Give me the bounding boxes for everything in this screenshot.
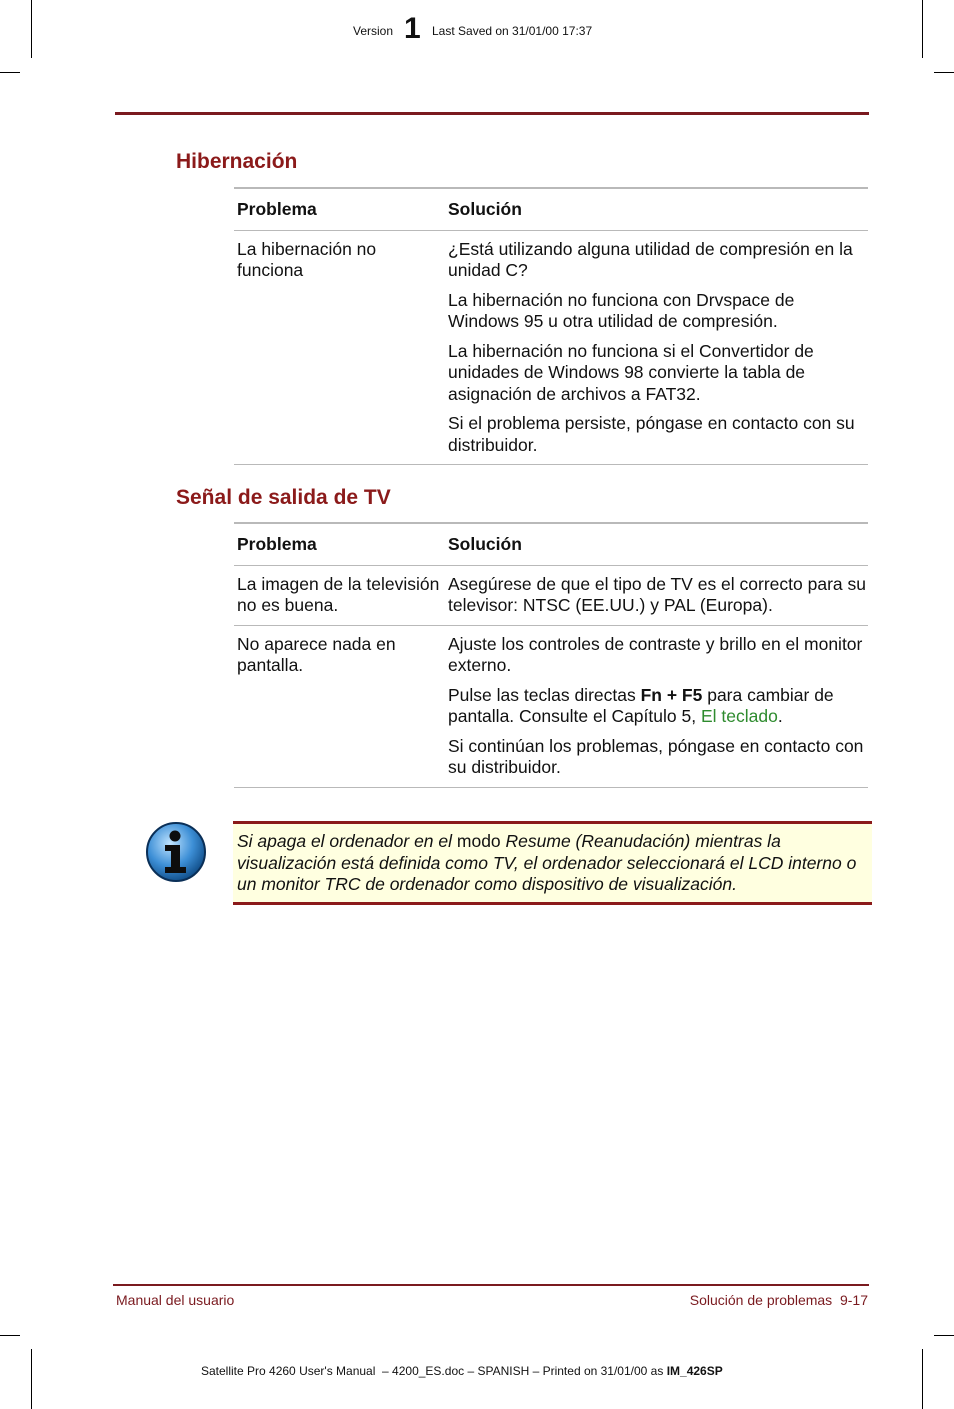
footer-left: Manual del usuario <box>116 1292 235 1308</box>
solution-cell <box>445 565 868 625</box>
problem-cell: La imagen de la televisión no es buena. <box>234 565 445 625</box>
footer-rule <box>113 1284 869 1286</box>
section-title-hibernacion: Hibernación <box>176 150 298 173</box>
tv-output-table <box>234 522 868 788</box>
version-number: 1 <box>404 12 421 45</box>
info-icon <box>145 821 207 883</box>
solution-text: La hibernación no funciona si el Convertidor de unidades de Windows 98 convierte la tabla de asignación de archivos a FAT32. <box>448 340 814 404</box>
note-text <box>237 831 869 896</box>
problem-cell: La hibernación no funciona <box>234 230 445 465</box>
problem-cell: No aparece nada en pantalla. <box>234 625 445 787</box>
table-row <box>234 565 868 625</box>
solution-text: La hibernación no funciona con Drvspace de Windows 95 u otra utilidad de compresión. <box>448 289 795 331</box>
solution-text <box>448 685 868 728</box>
crop-mark <box>0 72 20 73</box>
crop-mark <box>934 1335 954 1336</box>
solution-cell <box>445 230 868 465</box>
crop-mark <box>0 1335 20 1336</box>
hibernation-table <box>234 187 868 465</box>
crop-mark <box>922 1349 923 1409</box>
solution-cell <box>445 625 868 787</box>
column-header-problem: Problema <box>234 523 445 565</box>
keys-text-before: Pulse las teclas directas <box>448 684 641 705</box>
section-title-tv-output: Señal de salida de TV <box>176 486 391 509</box>
column-header-solution: Solución <box>445 188 868 230</box>
solution-text: Si continúan los problemas, póngase en contacto con su distribuidor. <box>448 735 864 777</box>
header-rule <box>115 112 869 115</box>
keyboard-chapter-link[interactable]: El teclado <box>700 706 778 726</box>
note-text-part1: Si apaga el ordenador en el <box>237 831 453 851</box>
keys-text-middle: para cambiar de pantalla. Consulte el Capítulo 5, <box>448 684 834 726</box>
solution-text: ¿Está utilizando alguna utilidad de compresión en la unidad C? <box>448 238 853 280</box>
crop-mark <box>31 1349 32 1409</box>
column-header-solution: Solución <box>445 523 868 565</box>
solution-text: Ajuste los controles de contraste y brillo en el monitor externo. <box>448 633 863 675</box>
crop-mark <box>934 72 954 73</box>
note-text-part3: Resume (Reanudación) mientras la visualización está definida como TV, el ordenador seleccionará el LCD interno o un monitor TRC de ordenador como dispositivo de visualización. <box>237 831 857 894</box>
keys-text-after: . <box>777 706 783 726</box>
last-saved: Last Saved on 31/01/00 17:37 <box>432 24 593 38</box>
table-row <box>234 625 868 787</box>
footer-right: Solución de problemas 9-17 <box>689 1292 868 1308</box>
solution-text: Asegúrese de que el tipo de TV es el correcto para su televisor: NTSC (EE.UU.) y PAL (Europa). <box>448 573 866 615</box>
crop-mark <box>31 0 32 58</box>
table-row <box>234 230 868 465</box>
print-info-text: Satellite Pro 4260 User's Manual – 4200_ES.doc – SPANISH – Printed on 31/01/00 as <box>201 1364 667 1378</box>
hotkey-text: Fn + F5 <box>640 684 703 705</box>
column-header-problem: Problema <box>234 188 445 230</box>
crop-mark <box>922 0 923 58</box>
print-info <box>201 1364 723 1378</box>
solution-text: Si el problema persiste, póngase en contacto con su distribuidor. <box>448 413 855 455</box>
print-code: IM_426SP <box>666 1364 723 1378</box>
note-box <box>233 821 872 905</box>
note-text-part2: modo <box>452 831 506 851</box>
version-label: Version <box>353 24 394 38</box>
